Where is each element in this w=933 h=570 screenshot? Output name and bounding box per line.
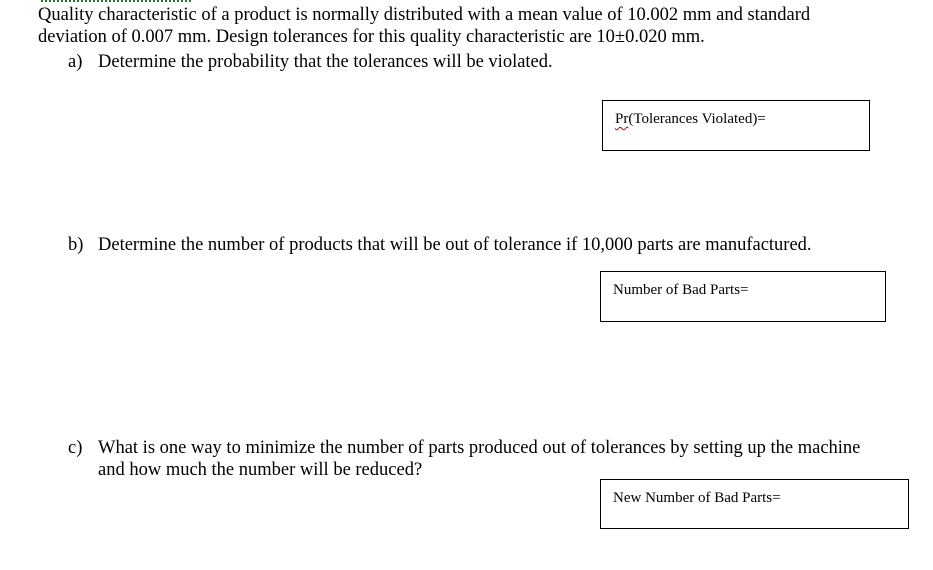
- question-a-text: Determine the probability that the tolerances will be violated.: [98, 52, 553, 72]
- question-b: [68, 234, 812, 256]
- question-c: [68, 437, 860, 459]
- answer-box-bad-parts[interactable]: [600, 271, 886, 322]
- question-b-text: Determine the number of products that will be out of tolerance if 10,000 parts are manufactured.: [98, 235, 812, 255]
- question-c-text-line-1: What is one way to minimize the number of parts produced out of tolerances by setting up the machine: [98, 438, 861, 458]
- answer-box-bad-parts-label: Number of Bad Parts=: [613, 282, 749, 298]
- question-c-continued: [98, 459, 422, 481]
- question-c-label: c): [68, 438, 83, 458]
- question-a: [68, 51, 553, 73]
- problem-statement: [38, 4, 918, 48]
- question-a-label: a): [68, 52, 83, 72]
- problem-statement-line-1: Quality characteristic of a product is normally distributed with a mean value of 10.002 mm and standard: [38, 5, 811, 25]
- answer-box-new-bad-parts[interactable]: [600, 479, 909, 529]
- question-c-text-line-2: and how much the number will be reduced?: [98, 460, 423, 480]
- answer-box-probability-label: (Tolerances Violated)=: [628, 111, 766, 127]
- answer-box-probability-prefix: Pr: [615, 111, 629, 127]
- problem-statement-line-2: deviation of 0.007 mm. Design tolerances for this quality characteristic are 10±0.020 mm.: [38, 27, 705, 47]
- answer-box-new-bad-parts-label: New Number of Bad Parts=: [613, 490, 781, 506]
- answer-box-probability[interactable]: [602, 100, 870, 151]
- question-b-label: b): [68, 235, 84, 255]
